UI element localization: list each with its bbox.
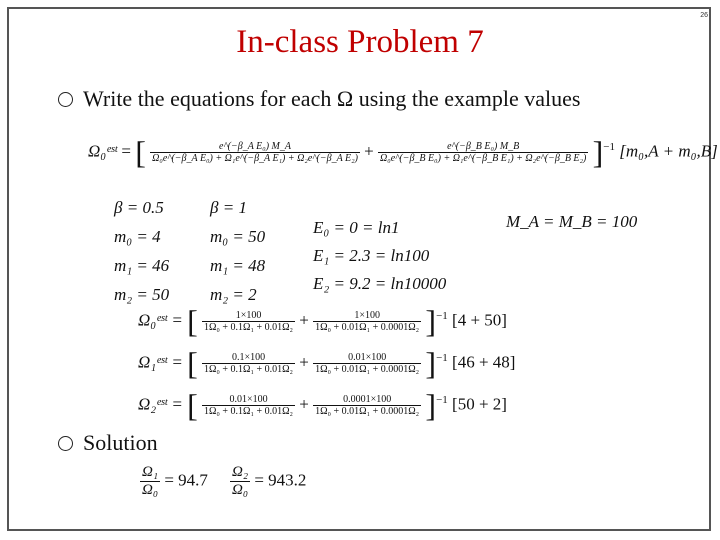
solution-ratio-2: $\frac{\text{Ω₂}}{\text{Ω₀}}$ = 943.2 xyxy=(232,464,307,498)
general-lhs: Ω₀ᵉˢᵗ xyxy=(88,141,118,161)
bullet-task-text: Write the equations for each Ω using the example values xyxy=(83,86,581,111)
solution-ratio-1: $\frac{\text{Ω₁}}{\text{Ω₀}}$ = 94.7 xyxy=(142,464,208,498)
masses: M_A = M_B = 100 xyxy=(506,212,638,231)
hollow-circle-bullet-icon xyxy=(58,436,73,451)
bullet-solution xyxy=(58,430,158,456)
general-equation: Ω₀ᵉˢᵗ = [ $\frac{\text{e\textasciicircum{}(−β\_A E₀) M\_A}}{\text{Ω₀e\textasciicircum{}(−β\_A E₀) + Ω₁e\textasciicircum{}(−β\_A E₁) + Ω₂e\textasciicircum{}(−β\_A E₂)}}$ + $\frac{\text{e\textasciicircum{}(−β\_B E₀) M\_B}}{\text{Ω₀e\textasciicircum{}(−β\_B E₀) + Ω₁e\textasciicircum{}(−β\_B E₁) + Ω₂e\textasciicircum{}(−β\_B E₂)}}$ ]$^{-1}$ [m₀,A + m₀,B] xyxy=(88,134,718,170)
params-col-b: β = 1 m₀ = 50 m₁ = 48 m₂ = 2 xyxy=(210,198,266,304)
bullet-solution-text: Solution xyxy=(83,430,158,455)
equation-omega-1: Ω₁ᵉˢᵗ = [ $\frac{0.1\times 100}{\text{1Ω₀ + 0.1Ω₁ + 0.01Ω₂}}$ + $\frac{0.01\times 100}{\text{1Ω₀ + 0.01Ω₁ + 0.0001Ω₂}}$ ]$^{-1}$ [46 + 48] xyxy=(138,345,516,381)
energies: E₀ = 0 = ln1 E₁ = 2.3 = ln100 E₂ = 9.2 = ln10000 xyxy=(313,218,447,293)
equation-omega-0: Ω₀ᵉˢᵗ = [ $\frac{1\times 100}{\text{1Ω₀ + 0.1Ω₁ + 0.01Ω₂}}$ + $\frac{1\times 100}{\text{1Ω₀ + 0.01Ω₁ + 0.0001Ω₂}}$ ]$^{-1}$ [4 + 50] xyxy=(138,303,507,339)
slide-title: In-class Problem 7 xyxy=(236,24,484,60)
general-rhs: [m₀,A + m₀,B] xyxy=(619,141,718,161)
params-col-a: β = 0.5 m₀ = 4 m₁ = 46 m₂ = 50 xyxy=(114,198,170,304)
hollow-circle-bullet-icon xyxy=(58,92,73,107)
general-term-a: $\frac{\text{e\textasciicircum{}(−β\_A E₀) M\_A}}{\text{Ω₀e\textasciicircum{}(−β\_A E₀) + Ω₁e\textasciicircum{}(−β\_A E₁) + Ω₂e\textasciicircum{}(−β\_A E₂)}}$ xyxy=(152,141,358,164)
page-number: 26 xyxy=(700,12,708,19)
bullet-task xyxy=(58,86,580,112)
equation-omega-2: Ω₂ᵉˢᵗ = [ $\frac{0.01\times 100}{\text{1Ω₀ + 0.1Ω₁ + 0.01Ω₂}}$ + $\frac{0.0001\times 100}{\text{1Ω₀ + 0.01Ω₁ + 0.0001Ω₂}}$ ]$^{-1}$ [50 + 2] xyxy=(138,387,507,423)
general-term-b: $\frac{\text{e\textasciicircum{}(−β\_B E₀) M\_B}}{\text{Ω₀e\textasciicircum{}(−β\_B E₀) + Ω₁e\textasciicircum{}(−β\_B E₁) + Ω₂e\textasciicircum{}(−β\_B E₂)}}$ xyxy=(380,141,587,164)
